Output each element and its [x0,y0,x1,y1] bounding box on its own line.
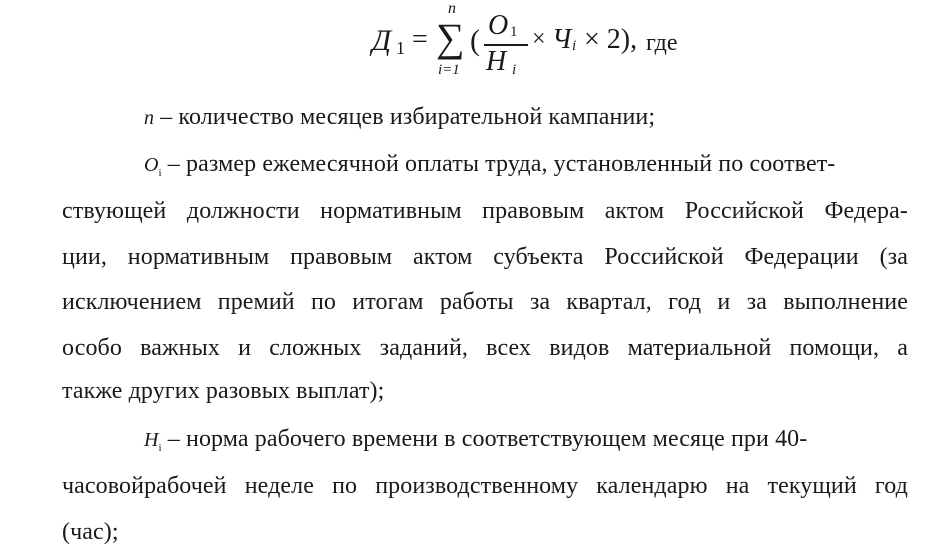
formula-where: где [646,30,678,56]
formula-denominator-subscript: i [512,62,517,78]
definition-o-line-6: также других разовых выплат); [62,378,385,404]
formula-numerator: O [488,10,509,41]
definition-o-line-4: исключением премий по итогам работы за квартал, год и за выполнение [62,289,908,315]
definition-h-line-3: (час); [62,519,119,545]
definition-o-line-2: ствующей должности нормативным правовым актом Российской Федера- [62,198,908,224]
formula-numerator-subscript: 1 [510,24,518,40]
definition-o-text-1: – размер ежемесячной оплаты труда, установленный по соответ- [161,151,836,177]
definition-h-line-2: часовойрабочей неделе по производственному календарю на текущий год [62,473,908,499]
definition-o-subscript: i [158,167,162,179]
formula-times: × [532,26,546,52]
definition-o-line-1 [144,150,835,187]
formula-open-paren: ( [470,24,480,57]
definition-o-symbol: O [144,154,159,176]
definition-h-line-1 [144,425,807,462]
definition-n-symbol: n [144,107,155,129]
formula-equals: = [412,24,428,55]
formula [372,0,772,86]
formula-factor: Ч [552,24,572,55]
definition-o-line-3: ции, нормативным правовым актом субъекта Российской Федерации (за [62,244,908,270]
definition-h-subscript: i [158,442,162,454]
definition-h-text-1: – норма рабочего времени в соответствующем месяце при 40- [161,426,808,452]
formula-factor-subscript: i [572,38,577,54]
formula-sum-lower: i=1 [438,62,460,78]
formula-denominator: H [486,46,507,77]
formula-sum-symbol: ∑ [436,15,465,60]
formula-lhs-symbol: Д [372,24,392,57]
definition-n-text: – количество месяцев избирательной кампании; [154,104,656,130]
definition-h-symbol: H [144,429,159,451]
formula-sum-upper: n [448,0,456,17]
formula-lhs-subscript: 1 [396,38,405,58]
definition-n [144,103,655,132]
formula-fraction [484,10,528,76]
formula-tail: × 2), [584,24,638,55]
definition-o-line-5: особо важных и сложных заданий, всех видов материальной помощи, а [62,335,908,361]
